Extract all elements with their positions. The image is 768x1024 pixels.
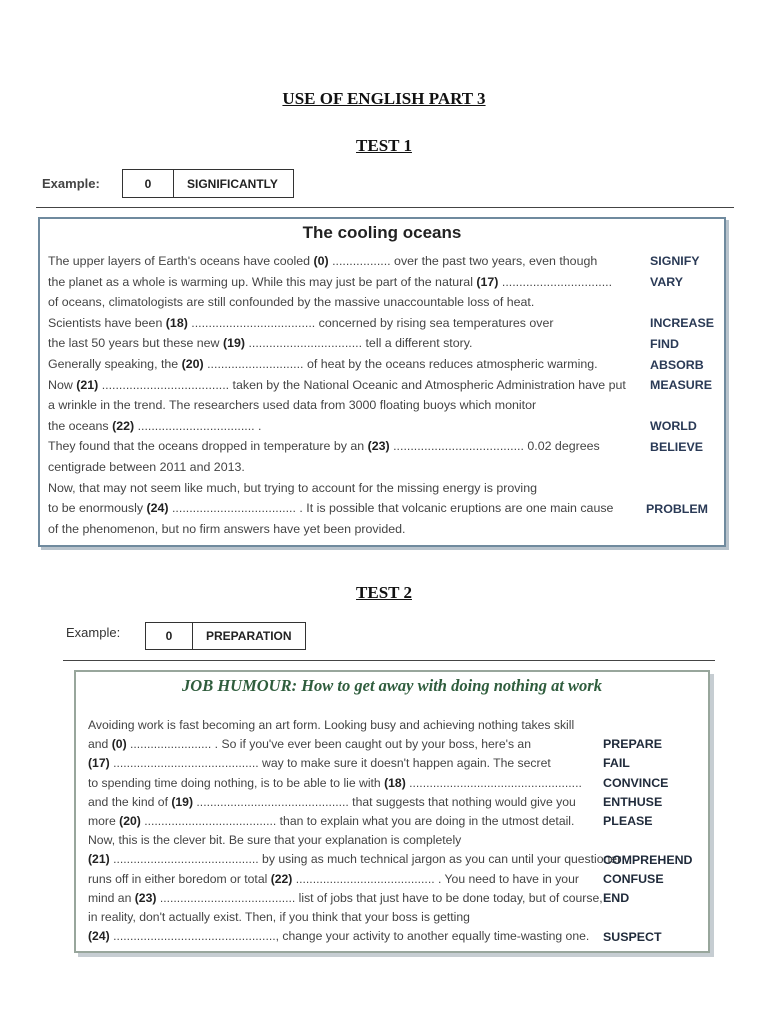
test1-divider xyxy=(36,207,734,208)
passage-line xyxy=(48,481,537,495)
passage-line xyxy=(88,776,582,790)
keyword-confuse: CONFUSE xyxy=(603,872,664,886)
passage-text: the planet as a whole is warming up. While this may just be part of the natural xyxy=(48,274,477,289)
gap-number: (24) xyxy=(88,929,110,944)
passage-text: ................................ xyxy=(498,274,613,289)
passage-text: ........................................ list of jobs that just have to be done today, but of course, xyxy=(156,890,603,905)
passage-text: ................................. tell a different story. xyxy=(245,336,473,351)
passage-text: ................. over the past two years, even though xyxy=(328,254,598,268)
passage-line xyxy=(48,419,262,433)
passage-text: of oceans, climatologists are still confounded by the massive unaccountable loss of heat. xyxy=(48,295,535,310)
passage-text: mind an xyxy=(88,890,135,905)
keyword-measure: MEASURE xyxy=(650,378,712,392)
passage-line xyxy=(88,795,576,809)
passage-text: ........................................... by using as much technical jargon as you can until your questioner xyxy=(109,852,622,867)
passage-line xyxy=(88,929,589,943)
passage-text: to be enormously xyxy=(48,501,147,516)
passage-text: a wrinkle in the trend. The researchers used data from 3000 floating buoys which monitor xyxy=(48,398,537,413)
keyword-problem: PROBLEM xyxy=(646,502,708,516)
gap-number: (19) xyxy=(171,794,194,809)
test1-example-label: Example: xyxy=(42,176,100,191)
keyword-please: PLEASE xyxy=(603,814,653,828)
keyword-enthuse: ENTHUSE xyxy=(603,795,663,809)
passage-line xyxy=(48,439,600,453)
passage-text: ................................................... xyxy=(405,775,582,790)
passage-text: and the kind of xyxy=(88,794,172,809)
keyword-convince: CONVINCE xyxy=(603,776,669,790)
passage-text: ..................................... taken by the National Oceanic and Atmospheric Administration have put xyxy=(98,377,626,392)
passage-line xyxy=(48,378,626,392)
passage-text: ......................................... . You need to have in your xyxy=(292,871,579,886)
passage-line xyxy=(48,398,536,412)
passage-text: Now, this is the clever bit. Be sure that your explanation is completely xyxy=(88,833,462,848)
gap-number: (22) xyxy=(270,871,293,886)
passage-text: ................................................, change your activity to another equally time-wasting one. xyxy=(109,929,590,944)
keyword-increase: INCREASE xyxy=(650,316,715,330)
passage-text: ........................ . So if you've ever been caught out by your boss, here's an xyxy=(126,737,531,752)
gap-number: (17) xyxy=(476,274,499,289)
keyword-world: WORLD xyxy=(650,419,697,433)
keyword-signify: SIGNIFY xyxy=(650,254,700,268)
passage-line xyxy=(48,295,534,309)
keyword-vary: VARY xyxy=(650,275,684,289)
passage-text: .................................... . It is possible that volcanic eruptions are one main cause xyxy=(168,501,614,516)
passage-text: Generally speaking, the xyxy=(48,357,182,371)
keyword-prepare: PREPARE xyxy=(603,737,662,751)
passage-line xyxy=(88,833,461,847)
passage-text: Now xyxy=(48,377,77,392)
test1-example-answer: SIGNIFICANTLY xyxy=(187,176,278,191)
passage-text: more xyxy=(88,814,120,828)
test2-example-answer: PREPARATION xyxy=(206,629,292,643)
passage-text: centigrade between 2011 and 2013. xyxy=(48,460,245,474)
gap-number: (20) xyxy=(181,357,204,371)
gap-number: (0) xyxy=(313,254,329,268)
test1-example-box xyxy=(122,169,294,198)
passage-line xyxy=(48,522,406,536)
passage-line xyxy=(88,910,470,924)
passage-text: ........................................... way to make sure it doesn't happen again. The secret xyxy=(109,756,551,771)
passage-line xyxy=(48,254,597,268)
passage-text: the oceans xyxy=(48,418,113,433)
test2-example-number: 0 xyxy=(146,623,193,649)
gap-number: (23) xyxy=(134,890,157,905)
keyword-end: END xyxy=(603,891,630,905)
page-title: USE OF ENGLISH PART 3 xyxy=(282,89,486,108)
passage-line xyxy=(48,501,613,515)
gap-number: (20) xyxy=(119,814,141,828)
test2-example-box xyxy=(145,622,306,650)
gap-number: (18) xyxy=(165,315,188,330)
passage-text: ....................................... than to explain what you are doing in the utmost detail. xyxy=(140,814,575,828)
passage-text: .................................... concerned by rising sea temperatures over xyxy=(187,315,554,330)
keyword-comprehend: COMPREHEND xyxy=(603,853,693,867)
test1-passage-title: The cooling oceans xyxy=(302,223,462,242)
test2-divider xyxy=(63,660,715,661)
gap-number: (18) xyxy=(384,775,406,790)
gap-number: (23) xyxy=(367,439,390,454)
passage-text: The upper layers of Earth's oceans have cooled xyxy=(48,254,314,268)
passage-text: Now, that may not seem like much, but trying to account for the missing energy is proving xyxy=(48,480,537,495)
keyword-suspect: SUSPECT xyxy=(603,930,662,944)
gap-number: (0) xyxy=(111,737,127,752)
test2-passage-title: JOB HUMOUR: How to get away with doing nothing at work xyxy=(182,676,602,695)
passage-line xyxy=(48,460,245,474)
test2-example-label: Example: xyxy=(66,625,121,640)
passage-text: ............................ of heat by the oceans reduces atmospheric warming. xyxy=(203,357,598,371)
passage-line xyxy=(88,872,579,886)
test1-heading: TEST 1 xyxy=(356,136,412,155)
gap-number: (21) xyxy=(88,852,110,867)
gap-number: (24) xyxy=(146,501,169,516)
gap-number: (21) xyxy=(76,377,99,392)
keyword-believe: BELIEVE xyxy=(650,440,704,454)
passage-line xyxy=(88,852,621,866)
keyword-fail: FAIL xyxy=(603,756,630,770)
passage-text: Scientists have been xyxy=(48,315,166,330)
passage-text: in reality, don't actually exist. Then, if you think that your boss is getting xyxy=(88,910,470,924)
passage-line xyxy=(88,737,531,751)
passage-line xyxy=(48,336,472,350)
passage-text: ...................................... 0.02 degrees xyxy=(389,439,600,454)
passage-text: of the phenomenon, but no firm answers have yet been provided. xyxy=(48,521,406,536)
gap-number: (19) xyxy=(222,336,245,351)
gap-number: (22) xyxy=(112,418,135,433)
passage-line xyxy=(48,316,554,330)
passage-text: Avoiding work is fast becoming an art form. Looking busy and achieving nothing takes skill xyxy=(88,718,575,732)
passage-text: ............................................. that suggests that nothing would give you xyxy=(193,794,576,809)
test1-passage-panel xyxy=(38,217,726,547)
test2-heading: TEST 2 xyxy=(356,583,412,602)
passage-text: and xyxy=(88,737,112,752)
passage-text: the last 50 years but these new xyxy=(48,336,223,351)
test2-passage-panel xyxy=(74,670,710,953)
passage-text: They found that the oceans dropped in temperature by an xyxy=(48,439,368,454)
passage-line xyxy=(88,814,574,828)
keyword-absorb: ABSORB xyxy=(650,358,704,372)
keyword-find: FIND xyxy=(650,337,679,351)
test1-example-number: 0 xyxy=(123,170,174,197)
passage-text: runs off in either boredom or total xyxy=(88,871,271,886)
passage-text: .................................. . xyxy=(134,418,262,433)
passage-line xyxy=(88,756,551,770)
passage-line xyxy=(88,718,574,732)
passage-line xyxy=(88,891,603,905)
passage-line xyxy=(48,357,598,371)
passage-text: to spending time doing nothing, is to be able to lie with xyxy=(88,775,385,790)
gap-number: (17) xyxy=(88,756,110,771)
passage-line xyxy=(48,275,612,289)
